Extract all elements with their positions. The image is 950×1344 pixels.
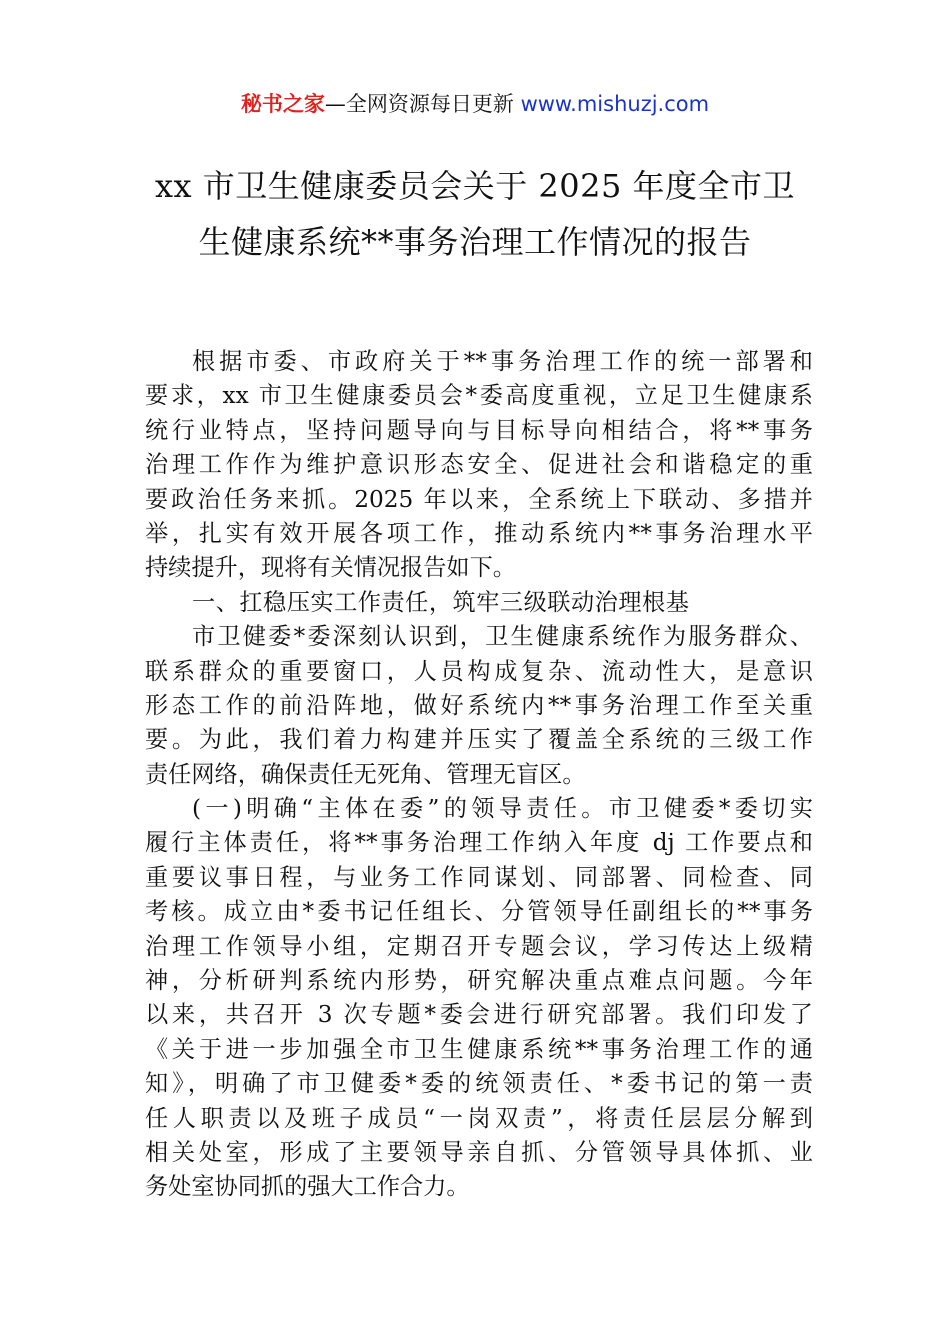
paragraph-line: 任人职责以及班子成员“一岗双责”，将责任层层分解到 xyxy=(145,1104,813,1132)
paragraph-line: 神，分析研判系统内形势，研究解决重点难点问题。今年 xyxy=(145,967,813,995)
paragraph-line: 治理工作作为维护意识形态安全、促进社会和谐稳定的重 xyxy=(145,451,813,479)
paragraph-line: 《关于进一步加强全市卫生健康系统**事务治理工作的通 xyxy=(145,1035,813,1063)
paragraph-line: (一)明确“主体在委”的领导责任。市卫健委*委切实 xyxy=(192,795,813,823)
paragraph-line: 治理工作领导小组，定期召开专题会议，学习传达上级精 xyxy=(145,932,813,960)
brand-name: 秘书之家 xyxy=(240,92,325,116)
paragraph-line: 责任网络，确保责任无死角、管理无盲区。 xyxy=(145,760,586,788)
paragraph-line: 统行业特点，坚持问题导向与目标导向相结合，将**事务 xyxy=(145,416,813,444)
site-banner xyxy=(0,86,950,122)
paragraph-line: 要求，xx 市卫生健康委员会*委高度重视，立足卫生健康系 xyxy=(145,382,813,410)
intro-paragraph xyxy=(145,345,813,586)
paragraph-line: 持续提升，现将有关情况报告如下。 xyxy=(145,554,516,582)
paragraph-line: 市卫健委*委深刻认识到，卫生健康系统作为服务群众、 xyxy=(192,623,813,651)
title-line: 生健康系统**事务治理工作情况的报告 xyxy=(198,223,752,261)
paragraph-line: 举，扎实有效开展各项工作，推动系统内**事务治理水平 xyxy=(145,519,813,547)
paragraph-line: 要。为此，我们着力构建并压实了覆盖全系统的三级工作 xyxy=(145,726,813,754)
paragraph-line: 务处室协同抓的强大工作合力。 xyxy=(145,1173,470,1201)
paragraph-line: 要政治任务来抓。2025 年以来，全系统上下联动、多措并 xyxy=(145,485,813,513)
title-line: xx 市卫生健康委员会关于 2025 年度全市卫 xyxy=(154,167,796,205)
paragraph-line: 履行主体责任，将**事务治理工作纳入年度 dj 工作要点和 xyxy=(145,829,813,857)
paragraph-line: 考核。成立由*委书记任组长、分管领导任副组长的**事务 xyxy=(145,898,813,926)
site-url-link[interactable]: www.mishuzj.com xyxy=(520,92,710,116)
section-heading xyxy=(145,586,813,620)
banner-tagline: —全网资源每日更新 xyxy=(324,92,521,116)
paragraph-line: 相关处室，形成了主要领导亲自抓、分管领导具体抓、业 xyxy=(145,1138,813,1166)
paragraph-line: 形态工作的前沿阵地，做好系统内**事务治理工作至关重 xyxy=(145,691,813,719)
subsection-paragraph xyxy=(145,792,813,1205)
paragraph-line: 根据市委、市政府关于**事务治理工作的统一部署和 xyxy=(192,348,813,375)
section-paragraph xyxy=(145,620,813,792)
document-title xyxy=(120,158,830,270)
paragraph-line: 以来，共召开 3 次专题*委会进行研究部署。我们印发了 xyxy=(145,1001,813,1029)
document-body xyxy=(145,345,813,1205)
section-heading-line: 一、扛稳压实工作责任，筑牢三级联动治理根基 xyxy=(192,588,690,616)
paragraph-line: 重要议事日程，与业务工作同谋划、同部署、同检查、同 xyxy=(145,863,813,891)
paragraph-line: 知》，明确了市卫健委*委的统领责任、*委书记的第一责 xyxy=(145,1070,813,1098)
paragraph-line: 联系群众的重要窗口，人员构成复杂、流动性大，是意识 xyxy=(145,657,813,685)
